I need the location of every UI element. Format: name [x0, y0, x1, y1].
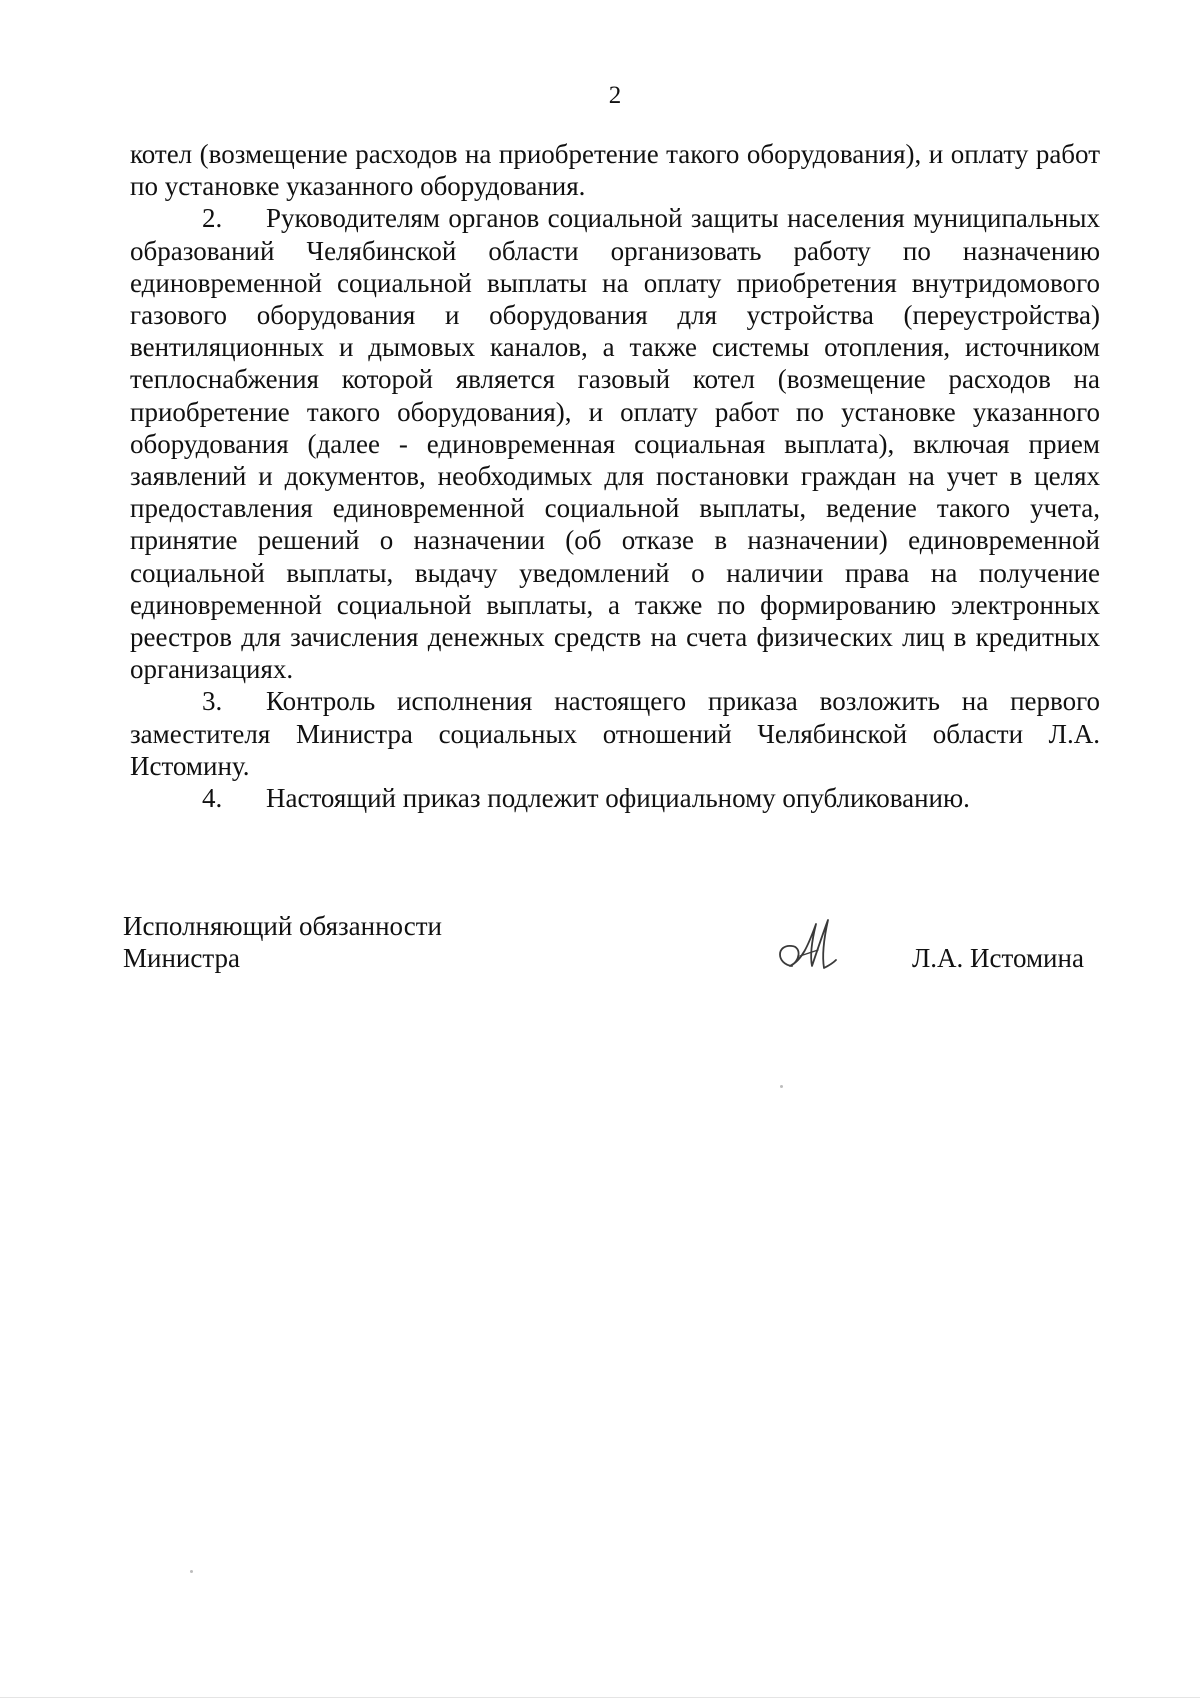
signature-block: [0, 910, 1200, 990]
paragraph-number: 2.: [202, 203, 223, 234]
signatory-role: [123, 910, 442, 974]
paragraph-number: 3.: [202, 686, 223, 717]
scan-speck: [190, 1570, 193, 1573]
signatory-role-line-1: Исполняющий обязанности: [123, 911, 442, 941]
paragraph-4: [130, 782, 1100, 814]
handwritten-signature: [772, 916, 844, 976]
page-number: 2: [608, 82, 622, 109]
paragraph-2: [130, 202, 1100, 685]
paragraph-text: Настоящий приказ подлежит официальному опубликованию.: [266, 783, 970, 814]
scan-speck: [780, 1085, 783, 1088]
paragraph-number: 4.: [202, 783, 223, 814]
paragraph-3: [130, 685, 1100, 782]
signatory-name: Л.А. Истомина: [912, 943, 1084, 973]
signatory-role-line-2: Министра: [123, 943, 240, 973]
paragraph-continued: [130, 138, 1100, 202]
paragraph-text: котел (возмещение расходов на приобретение такого оборудования), и оплату работ по установке указанного оборудования.: [130, 139, 1100, 202]
paragraph-text: Руководителям органов социальной защиты населения муниципальных образований Челябинской области организовать работу по назначению единовременной социальной выплаты на оплату приобретения внутридомового газового оборудования и оборудования для устройства (переустройства) вентиляционных и дымовых каналов, а также системы отопления, источником теплоснабжения которой является газовый котел (возмещение расходов на приобретение такого оборудования), и оплату работ по установке указанного оборудования (далее - единовременная социальная выплата), включая прием заявлений и документов, необходимых для постановки граждан на учет в целях предоставления единовременной социальной выплаты, ведение такого учета, принятие решений о назначении (об отказе в назначении) единовременной социальной выплаты, выдачу уведомлений о наличии права на получение единовременной социальной выплаты, а также по формированию электронных реестров для зачисления денежных средств на счета физических лиц в кредитных организациях.: [130, 203, 1100, 685]
document-body: [130, 138, 1100, 814]
paragraph-text: Контроль исполнения настоящего приказа возложить на первого заместителя Министра социальных отношений Челябинской области Л.А. Истомину.: [130, 686, 1100, 781]
